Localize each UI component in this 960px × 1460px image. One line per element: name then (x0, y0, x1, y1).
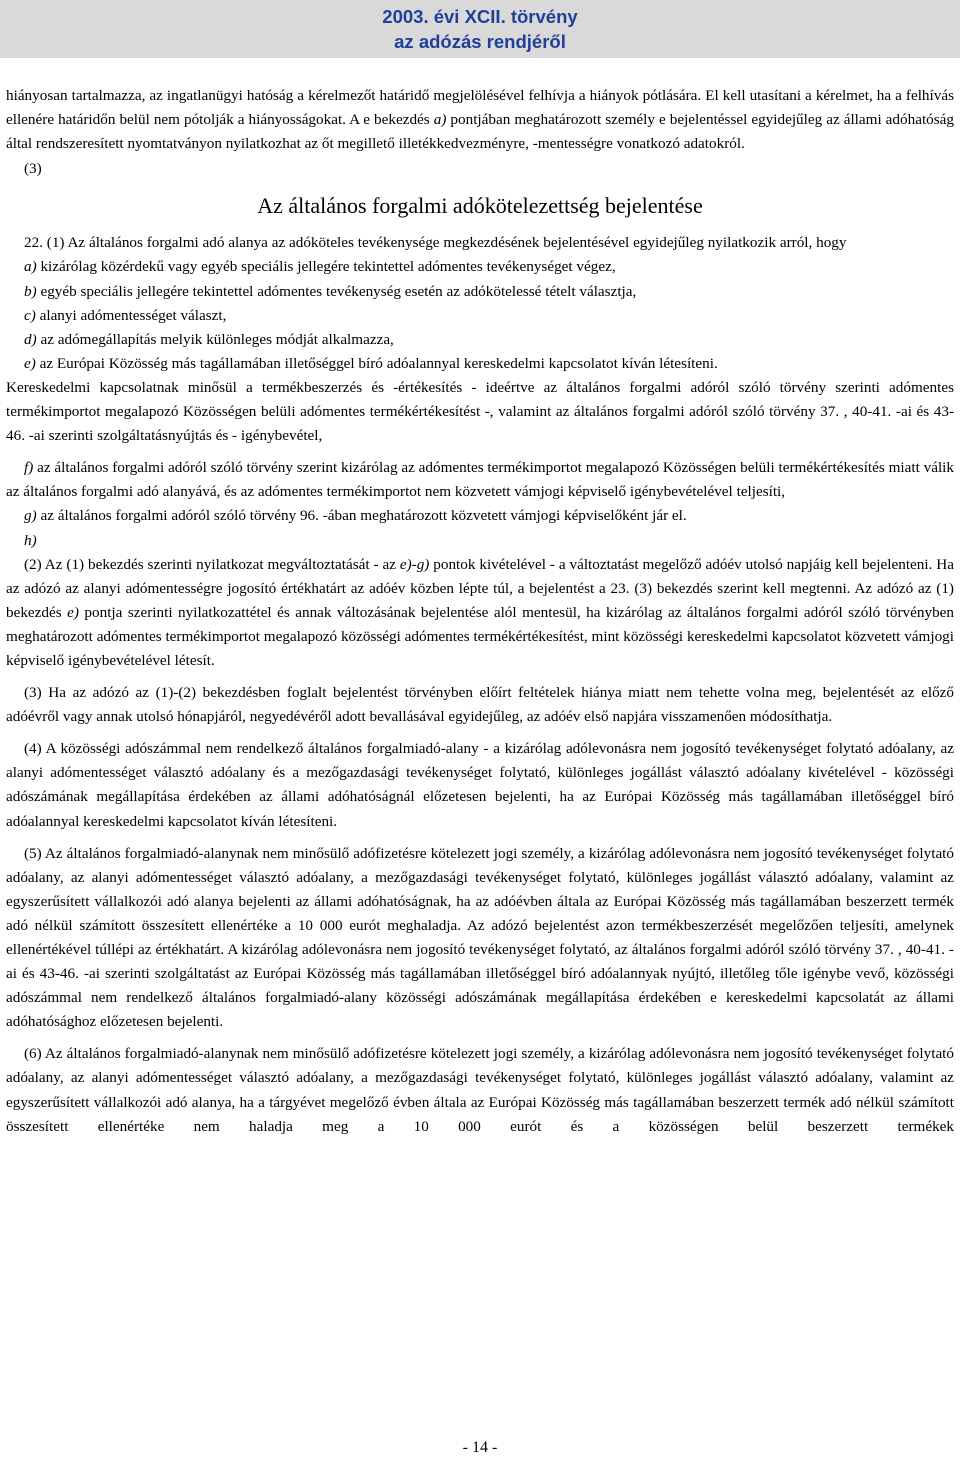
paragraph-4: (4) A közösségi adószámmal nem rendelkező általános forgalmiadó-alany - a kizárólag adólevonásra nem jogosító tevékenységet folytató adóalany, az alanyi adómentességet választó adóalany és a mezőgazdasági tevékenységet folytató, különleges jogállást választó adóalany kivételével - közösségi adószámának megállapítása érdekében az állami adóhatóságnál előzetesen bejelenti, ha az Európai Közösség más tagállamában illetőséggel bíró adóalannyal kereskedelmi kapcsolatot kíván létesíteni. (6, 740, 954, 830)
paragraph-2: (2) Az (1) bekezdés szerinti nyilatkozat megváltoztatását - az e)-g) pontok kivételével - a változtatást megelőző adóév utolsó napjáig kell bejelenteni. Ha az adózó az alanyi adómentességre jogosító értékhatárt az adóév közben lépte túl, a bejelentést a 23. (3) bekezdés szerint kell megtenni. Az adózó az (1) bekezdés e) pontja szerinti nyilatkozattétel és annak változásának bejelentése alól mentesül, ha kizárólag az általános forgalmi adóról szóló törvényben meghatározott adómentes termékimportot megalapozó közösségi adómentes termékértékesítést, mint közösségi kereskedelmi kapcsolatot közvetett vámjogi képviselő igénybevételével létesít. (6, 555, 954, 669)
page-header-band (0, 0, 960, 58)
document-subtitle: az adózás rendjéről (394, 31, 566, 52)
list-item: a) kizárólag közérdekű vagy egyéb speciális jellegére tekintettel adómentes tevékenységet végez, (24, 258, 616, 276)
kereskedelmi-kapcsolat-paragraph: Kereskedelmi kapcsolatnak minősül a termékbeszerzés és -értékesítés - ideértve az általános forgalmi adóról szóló törvény szerinti adómentes termékimportot megalapozó Közösségen belüli adómentes termékértékesítést -, valamint az általános forgalmi adóról szóló törvény 37. , 40-41. -ai és 43-46. -ai szerinti szolgáltatásnyújtás és - igénybevétel, (6, 378, 954, 445)
paragraph-5: (5) Az általános forgalmiadó-alanynak nem minősülő adófizetésre kötelezett jogi személy, a kizárólag adólevonásra nem jogosító tevékenységet folytató adóalany, az alanyi adómentességet választó adóalany, a mezőgazdasági tevékenységet folytató, különleges jogállást választó adóalany, valamint az egyszerűsített vállalkozói adó alanya bejelenti az állami adóhatóságnak, ha az adóévben általa az Európai Közösség más tagállamában beszerzett termék adó nélkül számított összesített ellenértéke a 10 000 eurót meghaladja. Az adózó bejelentést azon termékbeszerzését megelőzően teljesíti, amelynek ellenértékével túllépi az értékhatárt. A kizárólag adólevonásra nem jogosító tevékenységet folytató, az általános forgalmi adóról szóló törvény 37. , 40-41. -ai és 43-46. -ai szerinti szolgáltatást az Európai Közösség más tagállamában illetőséggel bíró adóalannyak nyújtó, illetőleg tőle igénybe vevő, közösségi adószámmal nem rendelkező általános forgalmiadó-alany közösségi adószámának megállapítása érdekében e kereskedelmi kapcsolatát az állami adóhatósághoz előzetesen bejelenti. (6, 844, 954, 1031)
list-item: e) az Európai Közösség más tagállamában illetőséggel bíró adóalannyal kereskedelmi kapcsolatot kíván létesíteni. (24, 354, 718, 372)
list-item-h: h) (24, 531, 37, 549)
document-title: 2003. évi XCII. törvény (382, 6, 578, 27)
paragraph-3: (3) Ha az adózó az (1)-(2) bekezdésben foglalt bejelentést törvényben előírt feltételek hiánya miatt nem tehette volna meg, bejelentését az előző adóévről vagy annak utolsó hónapjáról, negyedévéről adott bevallásával egyidejűleg, az adóév első napjára visszamenően módosíthatja. (6, 684, 954, 726)
list-item: d) az adómegállapítás melyik különleges módját alkalmazza, (24, 330, 394, 348)
paragraph-6: (6) Az általános forgalmiadó-alanynak nem minősülő adófizetésre kötelezett jogi személy, a kizárólag adólevonásra nem jogosító tevékenységet folytató adóalany, az alanyi adómentességet választó adóalany, a mezőgazdasági tevékenységet folytató, különleges jogállást választó adóalany, valamint az egyszerűsített vállalkozói adó alanya, ha a tárgyévet megelőző évben általa az Európai Közösség más tagállamában beszerzett termék adó nélkül számított összesített ellenértéke nem haladja meg a 10 000 eurót és a közösségen belül beszerzett termékek (6, 1045, 954, 1135)
list-item-f: f) az általános forgalmi adóról szóló törvény szerint kizárólag az adómentes termékimportot megalapozó Közösségen belüli termékértékesítés miatt válik az általános forgalmi adó alanyává, és az adómentes termékimportot nem közvetett vámjogi képviselő igénybevételével teljesíti, (6, 459, 954, 501)
list-item: b) egyéb speciális jellegére tekintettel adómentes tevékenység esetén az adókötelessé tételt választja, (24, 282, 637, 300)
document-body (6, 84, 954, 1139)
paragraph-3-marker: (3) (24, 160, 42, 178)
intro-paragraph: hiányosan tartalmazza, az ingatlanügyi hatóság a kérelmezőt határidő megjelölésével felhívja a hiányok pótlására. El kell utasítani a kérelmet, ha a felhívás ellenére határidőn belül nem pótolják a hiányosságokat. A e bekezdés a) pontjában meghatározott személy e bejelentéssel egyidejűleg az állami adóhatóság által rendszeresített nyomtatványon nyilatkozhat az őt megillető illetékkedvezményre, -mentességre vonatkozó adatokról. (6, 87, 954, 153)
list-item-g: g) az általános forgalmi adóról szóló törvény 96. -ában meghatározott közvetett vámjogi képviselőként jár el. (24, 507, 687, 525)
section-heading: Az általános forgalmi adókötelezettség bejelentése (257, 193, 703, 219)
list-item: c) alanyi adómentességet választ, (24, 306, 227, 324)
page-number: - 14 - (462, 1439, 498, 1456)
section-lead: 22. (1) Az általános forgalmi adó alanya az adóköteles tevékenysége megkezdésének bejelentésével egyidejűleg nyilatkozik arról, hogy (24, 234, 847, 252)
